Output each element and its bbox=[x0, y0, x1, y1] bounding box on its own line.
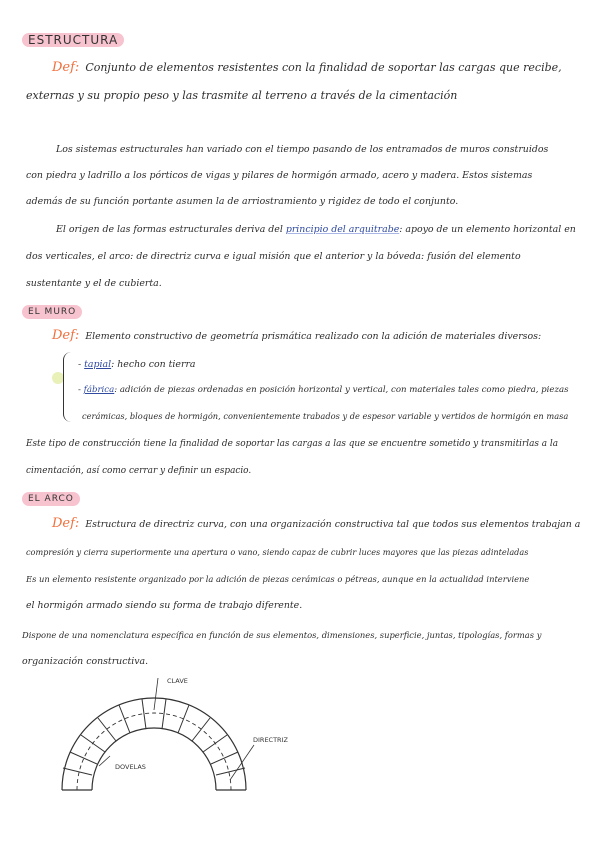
arco-def-line-1 bbox=[52, 517, 580, 532]
arco-line-3: Es un elemento resistente organizado por la adición de piezas cerámicas o pétreas, aunque en la actualidad interviene bbox=[26, 574, 530, 584]
fabrica-text-1: : adición de piezas ordenadas en posición horizontal y vertical, con materiales tales como piedra, piezas bbox=[114, 385, 569, 395]
fabrica-label: fábrica bbox=[83, 385, 115, 395]
arch-directriz bbox=[77, 713, 231, 790]
intro-text-1: Conjunto de elementos resistentes con la finalidad de soportar las cargas que recibe, bbox=[85, 61, 562, 74]
def-label: Def: bbox=[52, 60, 80, 75]
arch-diagram bbox=[0, 668, 600, 848]
muro-text-line-1: Este tipo de construcción tiene la finalidad de soportar las cargas a las que se encuentre sometido y transmitirlas a la bbox=[26, 439, 559, 449]
arco-line-4: el hormigón armado siendo su forma de trabajo diferente. bbox=[26, 600, 303, 611]
para1-line-3: además de su función portante asumen la de arriostramiento y rigidez de todo el conjunto. bbox=[26, 196, 459, 207]
arch-voussoirs bbox=[63, 699, 245, 775]
muro-def-text: Elemento constructivo de geometría prismática realizado con la adición de materiales diversos: bbox=[85, 331, 542, 342]
arquitrabe-link: principio del arquitrabe bbox=[285, 224, 400, 235]
def-label: Def: bbox=[52, 516, 80, 531]
def-label: Def: bbox=[52, 328, 80, 343]
para1-line-1: Los sistemas estructurales han variado con el tiempo pasando de los entramados de muros construidos bbox=[56, 144, 549, 155]
muro-fabrica-line-2: cerámicas, bloques de hormigón, convenientemente trabados y de espesor variable y vertidos de hormigón en masa bbox=[82, 411, 569, 421]
label-clave: CLAVE bbox=[167, 677, 188, 685]
arch-extrados bbox=[62, 698, 246, 790]
arco-line-6: organización constructiva. bbox=[22, 656, 149, 667]
muro-text-line-2: cimentación, así como cerrar y definir un espacio. bbox=[26, 466, 252, 476]
muro-fabrica-line-1: - fábrica: adición de piezas ordenadas en posición horizontal y vertical, con materiales tales como piedra, piezas bbox=[78, 385, 569, 395]
brace bbox=[63, 352, 72, 422]
para2-text: El origen de las formas estructurales deriva del bbox=[56, 224, 283, 235]
page-title: ESTRUCTURA bbox=[22, 33, 124, 47]
intro-line-2: externas y su propio peso y las trasmite al terreno a través de la cimentación bbox=[26, 89, 458, 102]
para2-text-after: : apoyo de un elemento horizontal en bbox=[399, 224, 576, 235]
section-heading-arco: EL ARCO bbox=[22, 492, 80, 506]
para2-line-3: sustentante y el de cubierta. bbox=[26, 278, 162, 289]
arco-line-5: Dispone de una nomenclatura específica en función de sus elementos, dimensiones, superficie, juntas, tipologías, formas y bbox=[22, 630, 542, 640]
label-directriz: DIRECTRIZ bbox=[253, 736, 288, 744]
para1-line-2: con piedra y ladrillo a los pórticos de vigas y pilares de hormigón armado, acero y madera. Estos sistemas bbox=[26, 170, 533, 181]
tapial-label: tapial bbox=[84, 359, 112, 370]
arch-intrados bbox=[92, 728, 216, 790]
directriz-leader bbox=[230, 745, 254, 780]
section-heading-muro: EL MURO bbox=[22, 305, 82, 319]
arco-def-text-1: Estructura de directriz curva, con una organización constructiva tal que todos sus elementos trabajan a bbox=[85, 519, 581, 530]
muro-def-line bbox=[52, 329, 541, 344]
tapial-text: : hecho con tierra bbox=[111, 359, 196, 370]
label-dovelas: DOVELAS bbox=[115, 763, 146, 771]
arco-def-line-2: compresión y cierra superiormente una apertura o vano, siendo capaz de cubrir luces mayores que las piezas adinteladas bbox=[26, 547, 529, 557]
intro-line-1 bbox=[52, 61, 562, 75]
clave-leader bbox=[154, 678, 158, 710]
para2-line-2: dos verticales, el arco: de directriz curva e igual misión que el anterior y la bóveda: fusión del elemento bbox=[26, 251, 521, 262]
muro-tapial-line: - tapial: hecho con tierra bbox=[78, 359, 196, 370]
para2-line-1 bbox=[56, 223, 576, 237]
